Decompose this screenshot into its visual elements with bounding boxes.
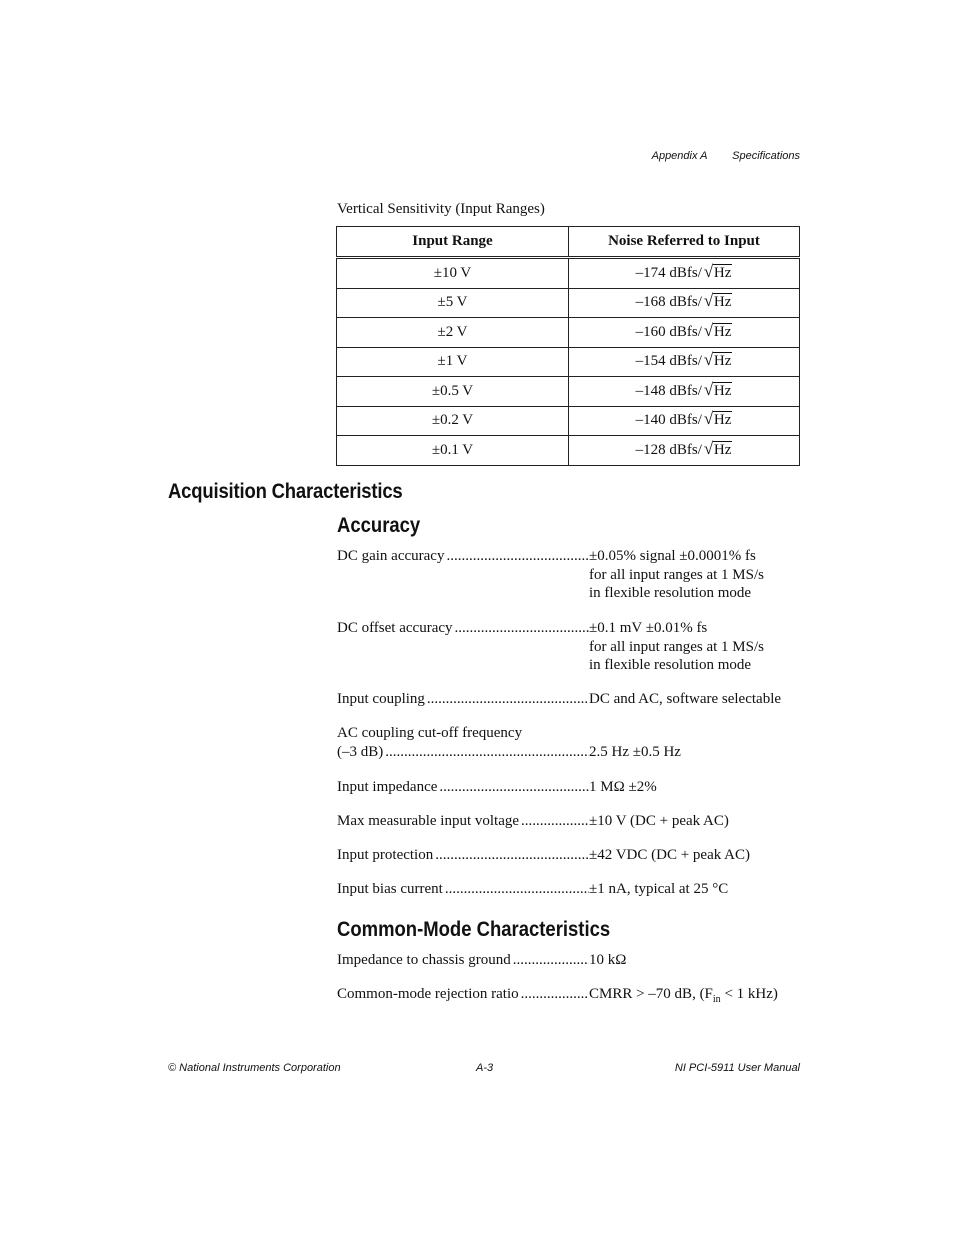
input-range-cell: ±1 V bbox=[337, 347, 569, 377]
spec-value: CMRR > –70 dB, ($F_{in} < 1$ kHz) bbox=[589, 986, 778, 1005]
subsection-title-accuracy: Accuracy bbox=[337, 514, 421, 537]
spec-value: DC and AC, software selectable bbox=[589, 691, 782, 707]
spec-value: ±1 nA, typical at 25 °C bbox=[589, 881, 729, 897]
spec-value: ±42 VDC (DC + peak AC) bbox=[589, 847, 750, 863]
spec-label: Input protection bbox=[337, 847, 434, 863]
header-section: Specifications bbox=[732, 150, 800, 162]
spec-cmrr bbox=[337, 985, 807, 1010]
spec-dc-offset bbox=[337, 619, 807, 675]
noise-cell: –160 dBfs/ √ Hz bbox=[569, 318, 800, 348]
input-range-cell: ±5 V bbox=[337, 288, 569, 318]
noise-cell: –140 dBfs/ √ Hz bbox=[569, 406, 800, 436]
spec-value: for all input ranges at 1 MS/s bbox=[589, 566, 764, 583]
square-root-icon: √ Hz bbox=[703, 409, 732, 429]
spec-label: Input coupling bbox=[337, 691, 425, 707]
spec-dc-gain bbox=[337, 547, 807, 603]
spec-value: ±0.05% signal ±0.0001% fs bbox=[589, 548, 756, 564]
spec-input-impedance bbox=[337, 778, 807, 797]
input-range-cell: ±0.5 V bbox=[337, 377, 569, 407]
spec-label: DC offset accuracy bbox=[337, 620, 453, 636]
square-root-icon: √ Hz bbox=[703, 261, 732, 281]
spec-max-voltage bbox=[337, 812, 807, 831]
table-row bbox=[337, 436, 800, 466]
spec-ac-cutoff bbox=[337, 724, 807, 761]
spec-label: Input impedance bbox=[337, 779, 438, 795]
spec-label: Impedance to chassis ground bbox=[337, 952, 511, 968]
noise-cell: –154 dBfs/ √ Hz bbox=[569, 347, 800, 377]
spec-input-protection bbox=[337, 846, 807, 865]
spec-value: in flexible resolution mode bbox=[589, 657, 752, 673]
footer-manual-title: NI PCI-5911 User Manual bbox=[674, 1062, 800, 1074]
noise-cell: –128 dBfs/ √ Hz bbox=[569, 436, 800, 466]
spec-label: Common-mode rejection ratio bbox=[337, 986, 519, 1002]
noise-cell: –174 dBfs/ √ Hz bbox=[569, 258, 800, 289]
spec-value: in flexible resolution mode bbox=[589, 585, 752, 601]
section-title-acquisition: Acquisition Characteristics bbox=[168, 480, 403, 503]
spec-value: ±0.1 mV ±0.01% fs bbox=[589, 620, 708, 636]
input-range-cell: ±2 V bbox=[337, 318, 569, 348]
spec-label: Input bias current bbox=[337, 881, 443, 897]
square-root-icon: √ Hz bbox=[703, 350, 732, 370]
square-root-icon: √ Hz bbox=[703, 379, 732, 399]
column-header: Noise Referred to Input bbox=[569, 227, 800, 258]
footer-copyright: © National Instruments Corporation bbox=[168, 1062, 341, 1074]
input-range-cell: ±0.2 V bbox=[337, 406, 569, 436]
table-caption: Vertical Sensitivity (Input Ranges) bbox=[337, 201, 545, 217]
table-row bbox=[337, 406, 800, 436]
spec-value: 2.5 Hz ±0.5 Hz bbox=[589, 743, 681, 760]
spec-label: (–3 dB) bbox=[337, 743, 384, 760]
column-header: Input Range bbox=[337, 227, 569, 258]
square-root-icon: √ Hz bbox=[703, 438, 732, 458]
spec-value: 1 MΩ ±2% bbox=[589, 779, 657, 795]
spec-bias-current bbox=[337, 880, 807, 899]
footer-page-number: A-3 bbox=[476, 1062, 494, 1074]
noise-table bbox=[336, 226, 800, 466]
spec-value: 10 kΩ bbox=[589, 952, 627, 968]
table-row bbox=[337, 258, 800, 289]
table-row bbox=[337, 347, 800, 377]
noise-cell: –168 dBfs/ √ Hz bbox=[569, 288, 800, 318]
spec-label: AC coupling cut-off frequency bbox=[337, 725, 523, 741]
spec-chassis-impedance bbox=[337, 951, 807, 970]
spec-label: DC gain accuracy bbox=[337, 548, 445, 564]
square-root-icon: √ Hz bbox=[703, 320, 732, 340]
spec-label: Max measurable input voltage bbox=[337, 813, 520, 829]
table-row bbox=[337, 377, 800, 407]
table-row bbox=[337, 288, 800, 318]
table-header-row bbox=[337, 227, 800, 258]
spec-value: for all input ranges at 1 MS/s bbox=[589, 638, 764, 655]
running-header bbox=[630, 150, 800, 162]
input-range-cell: ±0.1 V bbox=[337, 436, 569, 466]
subsection-title-common-mode: Common-Mode Characteristics bbox=[337, 918, 611, 941]
table-row bbox=[337, 318, 800, 348]
spec-value: ±10 V (DC + peak AC) bbox=[589, 813, 729, 829]
noise-cell: –148 dBfs/ √ Hz bbox=[569, 377, 800, 407]
spec-input-coupling bbox=[337, 690, 807, 709]
input-range-cell: ±10 V bbox=[337, 258, 569, 289]
header-appendix: Appendix A bbox=[651, 150, 708, 162]
square-root-icon: √ Hz bbox=[703, 291, 732, 311]
